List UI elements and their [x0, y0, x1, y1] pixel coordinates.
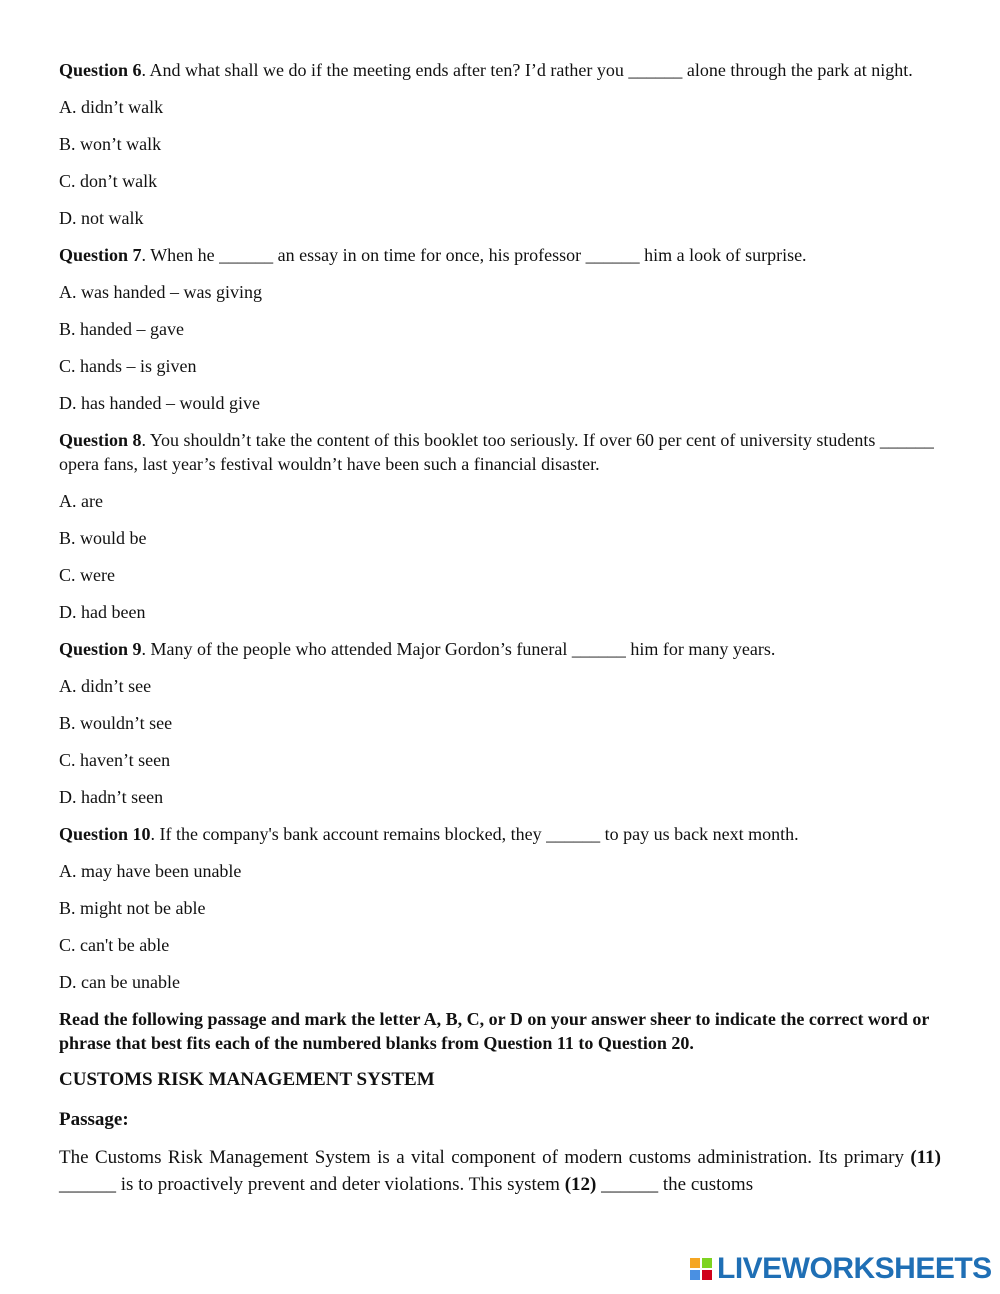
passage-text: [59, 1144, 941, 1198]
option-b[interactable]: B. handed – gave: [59, 319, 184, 339]
option-b[interactable]: B. won’t walk: [59, 134, 162, 154]
option-a[interactable]: A. are: [59, 491, 103, 511]
option-a[interactable]: A. may have been unable: [59, 861, 242, 881]
logo-block: [702, 1270, 712, 1280]
question-stem: [59, 243, 941, 267]
option-d[interactable]: D. not walk: [59, 208, 144, 228]
liveworksheets-logo: [690, 1252, 992, 1286]
question-text: . You shouldn’t take the content of this booklet too seriously. If over 60 per cent of university students ______ opera fans, last year’s festival wouldn’t have been such a financial disaster.: [59, 430, 934, 474]
passage-instruction: Read the following passage and mark the letter A, B, C, or D on your answer sheer to indicate the correct word or phrase that best fits each of the numbered blanks from Question 11 to Question 20.: [59, 1009, 930, 1053]
logo-block: [690, 1258, 700, 1268]
option-b[interactable]: B. wouldn’t see: [59, 713, 173, 733]
question-8: [59, 428, 941, 624]
section-title: CUSTOMS RISK MANAGEMENT SYSTEM: [59, 1069, 435, 1090]
question-number: Question 8: [59, 430, 142, 450]
passage-part: ______ the customs: [596, 1174, 754, 1195]
question-6: [59, 58, 941, 230]
question-text: . When he ______ an essay in on time for once, his professor ______ him a look of surprise.: [141, 245, 807, 265]
question-text: . Many of the people who attended Major Gordon’s funeral ______ him for many years.: [141, 639, 776, 659]
option-a[interactable]: A. didn’t walk: [59, 97, 164, 117]
question-7: [59, 243, 941, 415]
worksheet-page: [59, 58, 941, 1198]
option-d[interactable]: D. had been: [59, 602, 146, 622]
passage-label: Passage:: [59, 1109, 129, 1130]
question-10: [59, 822, 941, 994]
blank-11-label: (11): [910, 1147, 941, 1168]
option-c[interactable]: C. haven’t seen: [59, 750, 171, 770]
question-text: . If the company's bank account remains blocked, they ______ to pay us back next month.: [150, 824, 799, 844]
logo-blocks-icon: [690, 1258, 712, 1280]
option-c[interactable]: C. were: [59, 565, 115, 585]
question-number: Question 7: [59, 245, 142, 265]
option-b[interactable]: B. would be: [59, 528, 147, 548]
option-c[interactable]: C. hands – is given: [59, 356, 197, 376]
option-a[interactable]: A. didn’t see: [59, 676, 152, 696]
option-a[interactable]: A. was handed – was giving: [59, 282, 262, 302]
question-stem: [59, 822, 941, 846]
question-stem: [59, 58, 941, 82]
question-stem: [59, 637, 941, 661]
question-9: [59, 637, 941, 809]
passage-part: ______ is to proactively prevent and deter violations. This system: [59, 1174, 565, 1195]
option-d[interactable]: D. can be unable: [59, 972, 180, 992]
question-stem: [59, 428, 941, 476]
question-number: Question 10: [59, 824, 151, 844]
logo-text: LIVEWORKSHEETS: [717, 1252, 992, 1285]
option-b[interactable]: B. might not be able: [59, 898, 206, 918]
option-d[interactable]: D. has handed – would give: [59, 393, 260, 413]
option-c[interactable]: C. don’t walk: [59, 171, 158, 191]
logo-block: [702, 1258, 712, 1268]
passage-part: The Customs Risk Management System is a vital component of modern customs administration. Its primary: [59, 1147, 911, 1168]
option-c[interactable]: C. can't be able: [59, 935, 170, 955]
option-d[interactable]: D. hadn’t seen: [59, 787, 164, 807]
logo-block: [690, 1270, 700, 1280]
question-text: . And what shall we do if the meeting ends after ten? I’d rather you ______ alone through the park at night.: [141, 60, 913, 80]
blank-12-label: (12): [564, 1174, 597, 1195]
question-number: Question 6: [59, 60, 142, 80]
question-number: Question 9: [59, 639, 142, 659]
